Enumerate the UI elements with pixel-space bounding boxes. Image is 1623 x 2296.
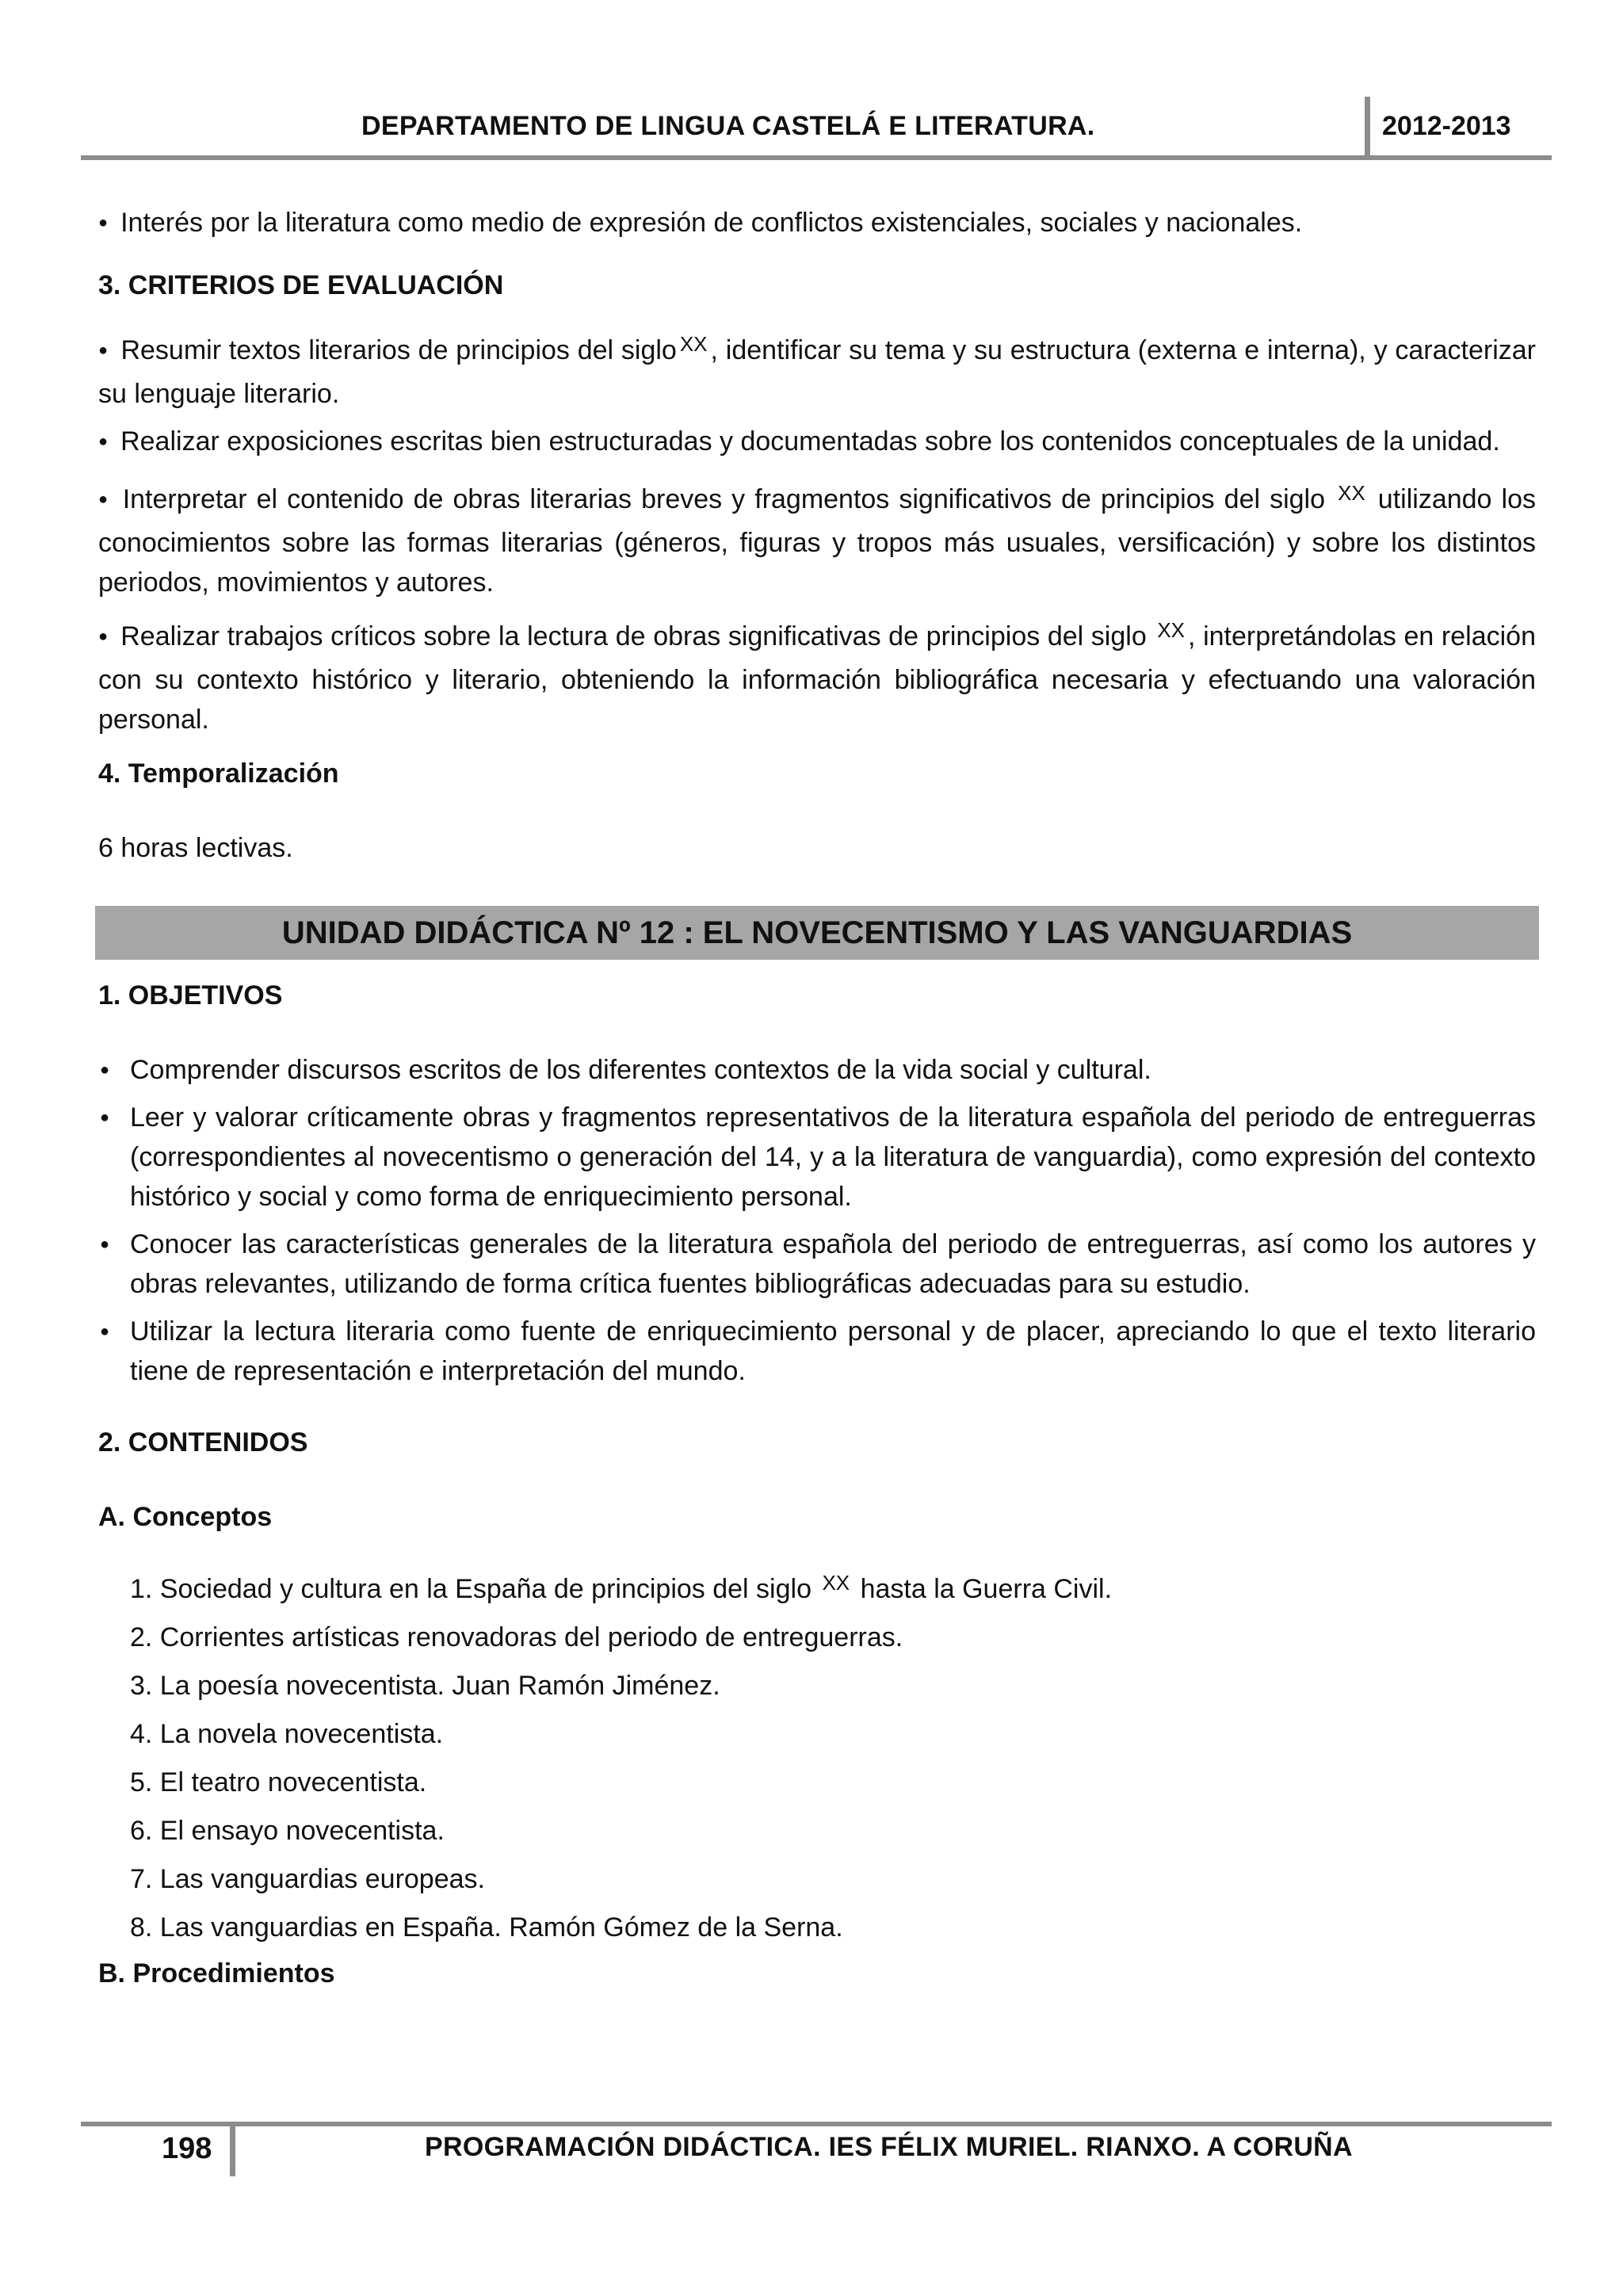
intro-bullet: ● Interés por la literatura como medio de expresión de conflictos existenciales, sociales y nacionales. [98, 203, 1536, 246]
criterios-heading: 3. CRITERIOS DE EVALUACIÓN [98, 270, 504, 300]
criterio-item: ● Realizar exposiciones escritas bien estructuradas y documentadas sobre los contenidos conceptuales de la unidad. [98, 422, 1536, 465]
objetivos-list [98, 1050, 1536, 1391]
concepto-item: 4. La novela novecentista. [130, 1719, 444, 1749]
unit-banner: UNIDAD DIDÁCTICA Nº 12 : EL NOVECENTISMO Y LAS VANGUARDIAS [95, 906, 1539, 960]
contenidos-heading: 2. CONTENIDOS [98, 1427, 308, 1457]
objetivo-item: ● Leer y valorar críticamente obras y fragmentos representativos de la literatura española del periodo de entreguerras (correspondientes al novecentismo o generación del 14, y a la literatura de vanguardia), como expresión del contexto histórico y social y como forma de enriquecimiento personal. [98, 1098, 1536, 1217]
criterios-list [98, 324, 1536, 739]
page-content [98, 203, 1536, 1993]
objetivo-item: ● Comprender discursos escritos de los diferentes contextos de la vida social y cultural. [98, 1050, 1536, 1090]
criterio-item: ● Interpretar el contenido de obras literarias breves y fragmentos significativos de principios del siglo $^{XX}$ utilizando los conocimientos sobre las formas literarias (géneros, figuras y tropos más usuales, versificación) y sobre los distintos periodos, movimientos y autores. [98, 473, 1536, 602]
conceptos-heading: A. Conceptos [98, 1502, 273, 1532]
temporalizacion-heading: 4. Temporalización [98, 758, 339, 789]
footer-divider [230, 2124, 235, 2176]
procedimientos-heading: B. Procedimientos [98, 1958, 335, 1988]
header-divider [1365, 97, 1370, 157]
temporalizacion-text: 6 horas lectivas. [98, 833, 293, 863]
concepto-item: 6. El ensayo novecentista. [130, 1816, 445, 1846]
conceptos-list [98, 1559, 1536, 1952]
concepto-item: 7. Las vanguardias europeas. [130, 1864, 485, 1894]
objetivo-item: ● Conocer las características generales de la literatura española del periodo de entreguerras, así como los autores y obras relevantes, utilizando de forma crítica fuentes bibliográficas adecuadas para su estudio. [98, 1224, 1536, 1304]
criterio-item: ● Realizar trabajos críticos sobre la lectura de obras significativas de principios del siglo $^{XX}$ , interpretándolas en relación con su contexto histórico y literario, obteniendo la información bibliográfica necesaria y efectuando una valoración personal. [98, 610, 1536, 739]
footer-text: PROGRAMACIÓN DIDÁCTICA. IES FÉLIX MURIEL. RIANXO. A CORUÑA [425, 2132, 1353, 2162]
concepto-item: 3. La poesía novecentista. Juan Ramón Jiménez. [130, 1671, 720, 1701]
concepto-item: 8. Las vanguardias en España. Ramón Gómez de la Serna. [130, 1912, 843, 1943]
footer-rule [81, 2122, 1552, 2126]
page-number: 198 [162, 2132, 212, 2165]
concepto-item: 5. El teatro novecentista. [130, 1767, 427, 1797]
objetivo-item: ● Utilizar la lectura literaria como fuente de enriquecimiento personal y de placer, apreciando lo que el texto literario tiene de representación e interpretación del mundo. [98, 1312, 1536, 1391]
criterio-item: ● Resumir textos literarios de principios del siglo $^{XX}$ , identificar su tema y su estructura (externa e interna), y caracterizar su lenguaje literario. [98, 324, 1536, 414]
header-rule [81, 155, 1552, 160]
objetivos-heading: 1. OBJETIVOS [98, 980, 283, 1010]
header-title: DEPARTAMENTO DE LINGUA CASTELÁ E LITERATURA. [361, 111, 1095, 141]
concepto-item: 1. Sociedad y cultura en la España de principios del siglo $^{XX}$ hasta la Guerra Civil. [130, 1571, 1113, 1604]
concepto-item: 2. Corrientes artísticas renovadoras del periodo de entreguerras. [130, 1622, 903, 1652]
header-year: 2012-2013 [1382, 111, 1511, 141]
